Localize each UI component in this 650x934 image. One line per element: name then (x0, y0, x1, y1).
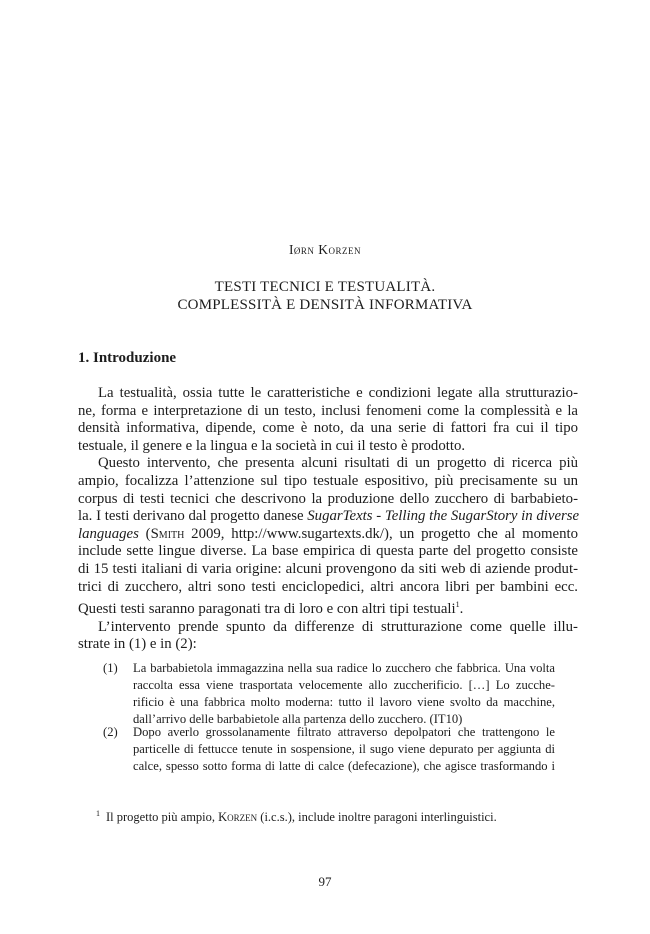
title-line-2: COMPLESSITÀ E DENSITÀ INFORMATIVA (177, 297, 473, 313)
example-text: Dopo averlo grossolanamente filtrato attraverso depolpatori che trattengono le particelle di fettucce tenute in sospensione, il sugo viene depurato per aggiunta di calce, spesso sotto forma di latte di calce (defecazione), che agisce trasformando i (133, 725, 555, 773)
paragraph-3-line: strate in (1) e in (2): (78, 636, 197, 653)
paragraph-2-line: corpus di testi tecnici che descrivono la produzione dello zucchero di barbabieto- (78, 490, 578, 507)
paragraph-1-line: densità informativa, dipende, come è noto, da una serie di fattori fra cui il tipo (78, 420, 578, 437)
example-number: (1) (103, 661, 118, 675)
body-text (78, 385, 578, 654)
section-heading: 1. Introduzione (78, 350, 177, 366)
example-number: (2) (103, 725, 118, 739)
citation-author: Smith (150, 525, 185, 542)
paragraph-1-line: testuale, il genere e la lingua e la società in cui il testo è prodotto. (78, 437, 466, 454)
article-title (0, 278, 650, 314)
project-title-italic: languages (78, 525, 139, 542)
footnote-reference[interactable]: 1 (455, 600, 460, 610)
paragraph-2-line: languages (Smith 2009, http://www.sugartexts.dk/), un progetto che al momento (78, 525, 578, 542)
example-text: La barbabietola immagazzina nella sua radice lo zucchero che fabbrica. Una volta raccolta essa viene trasportata velocemente allo zuccherificio. […] Lo zucche- rificio è una fabbrica molto moderna: tutto il lavoro viene svolto da macchine, dall’arrivo delle barbabietole alla partenza dello zucchero. (IT10) (133, 661, 555, 726)
paragraph-2-line: Questi testi saranno paragonati tra di loro e con altri tipi testuali$^1$. (78, 600, 464, 618)
paragraph-2-line: Questo intervento, che presenta alcuni risultati di un progetto di ricerca più (98, 455, 578, 472)
footnote-mark: 1 (96, 809, 100, 818)
paragraph-2-line: ampio, focalizza l’attenzione sul tipo testuale espositivo, più precisamente su un (78, 472, 578, 489)
paragraph-2-line: la. I testi derivano dal progetto danese SugarTexts - Telling the SugarStory in diverse (78, 508, 580, 525)
paragraph-3-line: L’intervento prende spunto da differenze di strutturazione come quelle illu- (98, 618, 578, 635)
author-name: Iørn Korzen (288, 242, 362, 257)
paragraph-1-line: La testualità, ossia tutte le caratteristiche e condizioni legate alla strutturazio- (98, 385, 578, 401)
title-line-1: TESTI TECNICI E TESTUALITÀ. (214, 279, 436, 295)
paragraph-1-line: ne, forma e interpretazione di un testo, inclusi fenomeni come la complessità e la (78, 402, 578, 419)
paragraph-2-line: include sette lingue diverse. La base empirica di questa parte del progetto consiste (78, 543, 578, 560)
citation-author: Korzen (218, 810, 258, 825)
project-title-italic: SugarTexts - Telling the SugarStory in diverse (307, 508, 580, 525)
page-number: 97 (318, 874, 332, 889)
paragraph-2-line: di 15 testi italiani di varia origine: alcuni provengono da siti web di aziende produt- (78, 560, 578, 577)
paragraph-2-line: trici di zucchero, altri sono testi enciclopedici, altri ancora libri per bambini ecc. (78, 578, 578, 595)
footnote: $^1$ Il progetto più ampio, Korzen (i.c.s.), include inoltre paragoni interlinguistici. (96, 809, 497, 825)
